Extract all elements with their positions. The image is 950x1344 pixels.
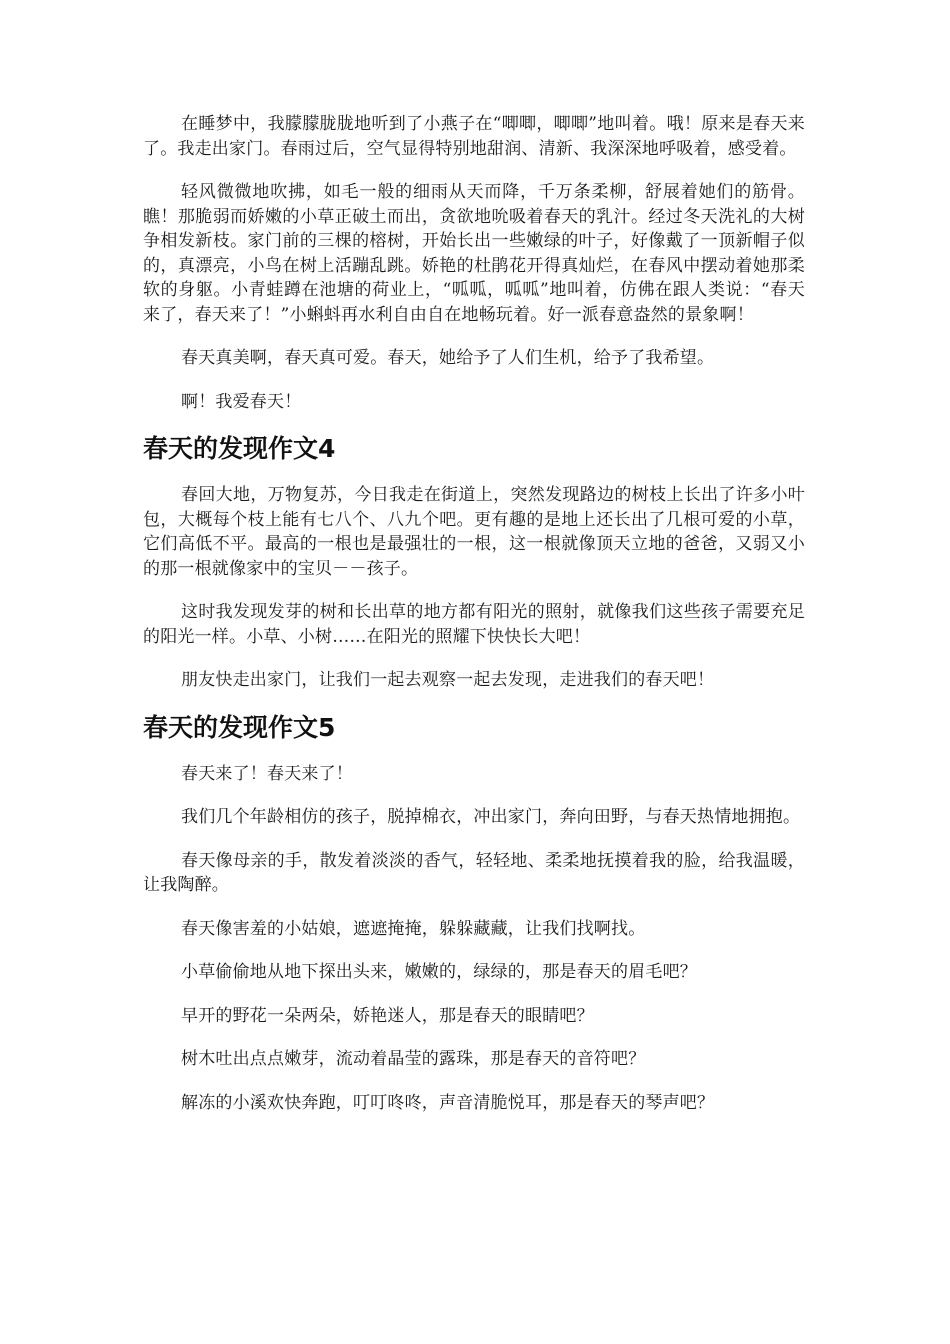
paragraph: 在睡梦中，我朦朦胧胧地听到了小燕子在“唧唧，唧唧”地叫着。哦！原来是春天来了。我走出家门。春雨过后，空气显得特别地甜润、清新、我深深地呼吸着，感受着。 [143, 114, 805, 159]
paragraph: 轻风微微地吹拂，如毛一般的细雨从天而降，千万条柔柳，舒展着她们的筋骨。瞧！那脆弱而娇嫩的小草正破土而出，贪欲地吮吸着春天的乳汁。经过冬天洗礼的大树争相发新枝。家门前的三棵的榕树，开始长出一些嫩绿的叶子，好像戴了一顶新帽子似的，真漂亮，小鸟在树上活蹦乱跳。娇艳的杜鹃花开得真灿烂，在春风中摆动着她那柔软的身躯。小青蛙蹲在池塘的荷业上，“呱呱，呱呱”地叫着，仿佛在跟人类说：“春天来了，春天来了！”小蝌蚪再水利自由自在地畅玩着。好一派春意盎然的景象啊！ [143, 182, 805, 325]
paragraph: 春天像害羞的小姑娘，遮遮掩掩，躲躲藏藏，让我们找啊找。 [181, 918, 646, 939]
section-heading: 春天的发现作文4 [143, 434, 336, 463]
paragraph: 春天来了！春天来了！ [181, 763, 353, 784]
paragraph: 小草偷偷地从地下探出头来，嫩嫩的，绿绿的，那是春天的眉毛吧？ [181, 962, 697, 982]
paragraph: 我们几个年龄相仿的孩子，脱掉棉衣，冲出家门，奔向田野，与春天热情地拥抱。 [181, 807, 801, 827]
paragraph: 树木吐出点点嫩芽，流动着晶莹的露珠，那是春天的音符吧？ [181, 1049, 646, 1069]
paragraph: 春天像母亲的手，散发着淡淡的香气，轻轻地、柔柔地抚摸着我的脸，给我温暖，让我陶醉。 [143, 850, 805, 895]
section-heading: 春天的发现作文5 [143, 712, 336, 742]
essay-section-5 [143, 713, 805, 1116]
paragraph: 早开的野花一朵两朵，娇艳迷人，那是春天的眼睛吧？ [181, 1005, 594, 1026]
essay-section-3-continued [143, 112, 805, 414]
paragraph: 解冻的小溪欢快奔跑，叮叮咚咚，声音清脆悦耳，那是春天的琴声吧？ [181, 1092, 715, 1113]
paragraph: 啊！我爱春天！ [181, 391, 302, 412]
paragraph: 这时我发现发芽的树和长出草的地方都有阳光的照射，就像我们这些孩子需要充足的阳光一样。小草、小树……在阳光的照耀下快快长大吧！ [143, 602, 805, 647]
paragraph: 朋友快走出家门，让我们一起去观察一起去发现，走进我们的春天吧！ [181, 670, 715, 690]
paragraph: 春回大地，万物复苏，今日我走在街道上，突然发现路边的树枝上长出了许多小叶包，大概每个枝上能有七八个、八九个吧。更有趣的是地上还长出了几根可爱的小草，它们高低不平。最高的一根也是最强壮的一根，这一根就像顶天立地的爸爸，又弱又小的那一根就像家中的宝贝－－孩子。 [143, 485, 805, 579]
essay-section-4 [143, 434, 805, 693]
document-page [143, 112, 805, 1134]
paragraph: 春天真美啊，春天真可爱。春天，她给予了人们生机，给予了我希望。 [181, 348, 715, 368]
